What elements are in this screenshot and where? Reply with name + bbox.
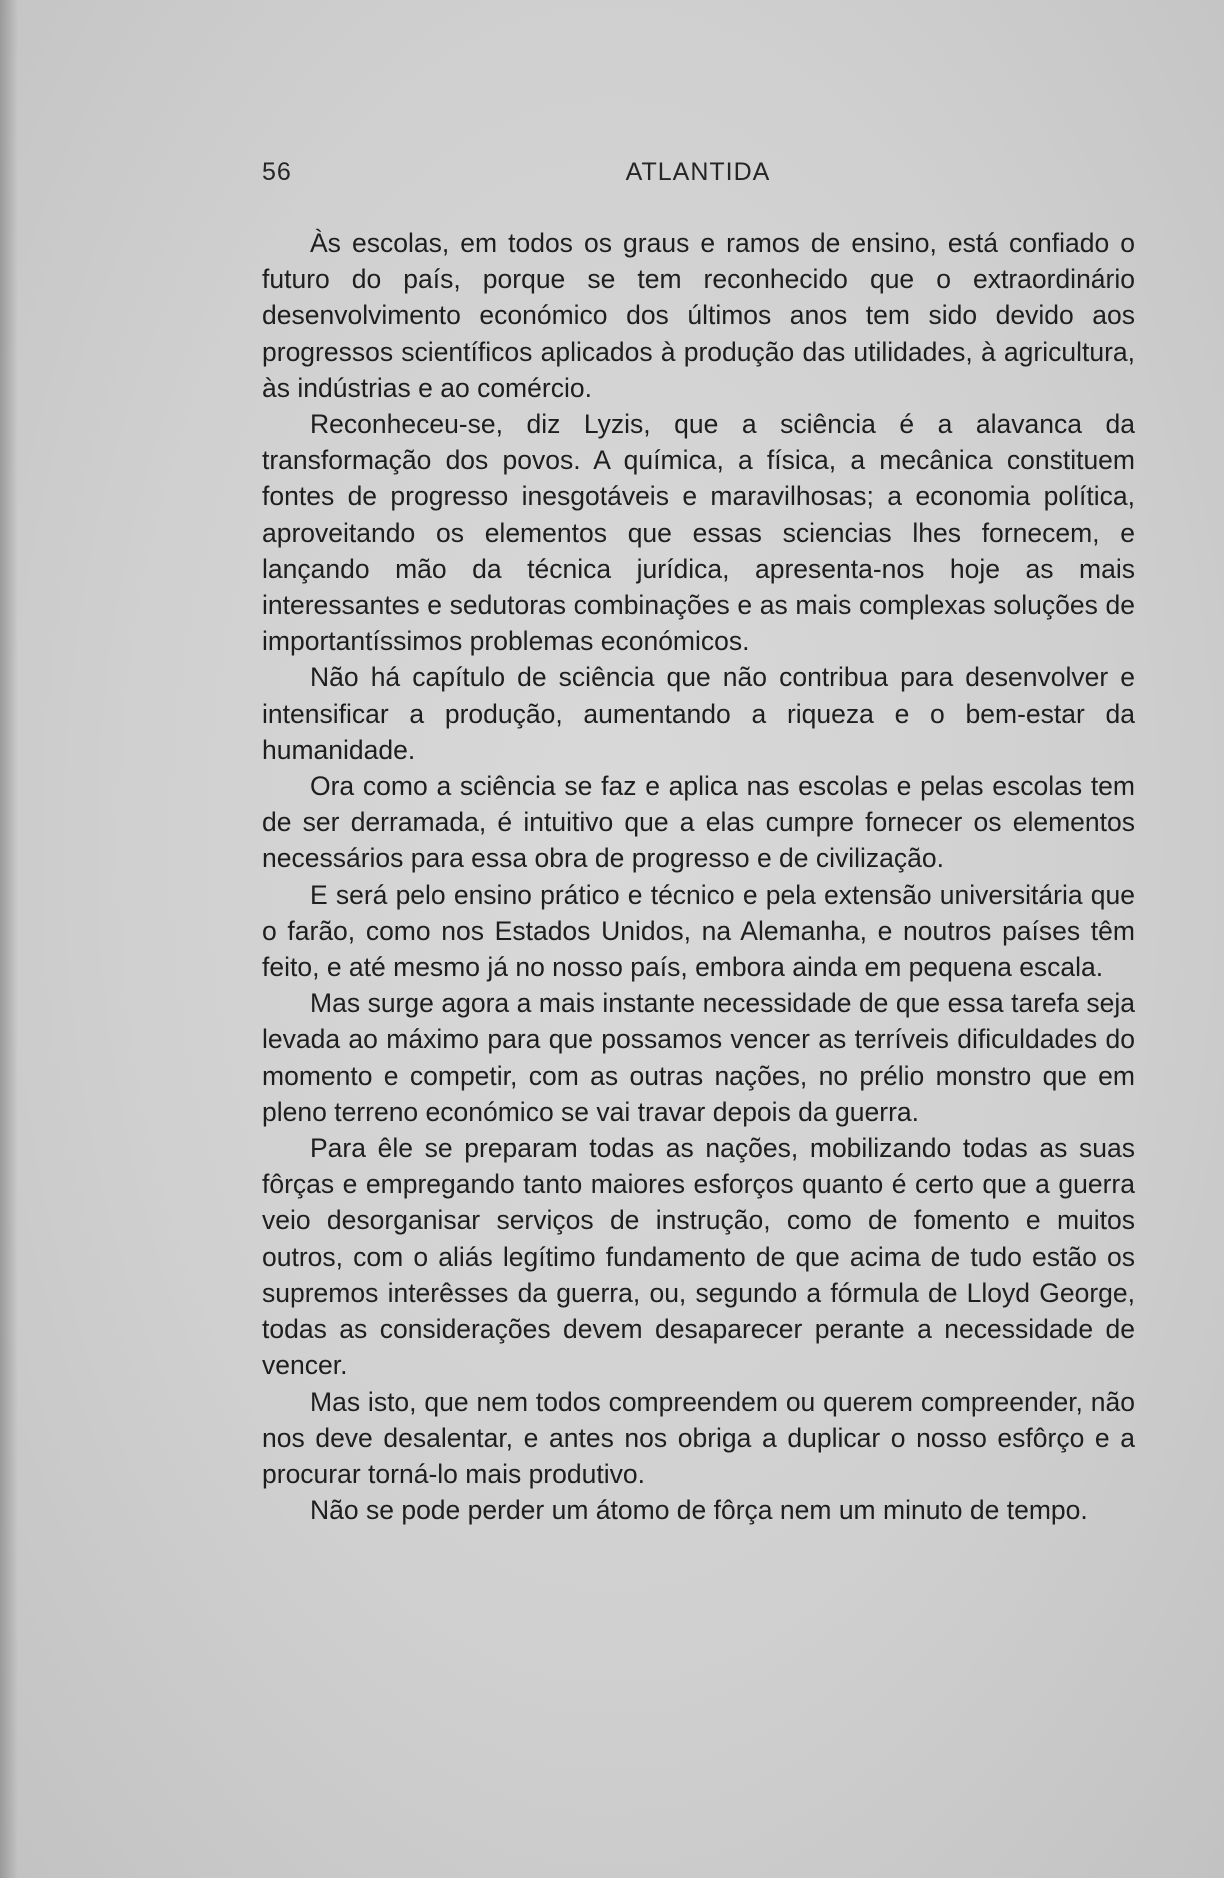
paragraph: Ora como a sciência se faz e aplica nas escolas e pelas escolas tem de ser derramada, é intuitivo que a elas cumpre fornecer os elementos necessários para essa obra de progresso e de civilização. [262,771,1135,874]
paragraph: E será pelo ensino prático e técnico e pela extensão universitária que o farão, como nos Estados Unidos, na Alemanha, e noutros países têm feito, e até mesmo já no nosso país, embora ainda em pequena escala. [262,879,1135,983]
paragraph: Mas surge agora a mais instante necessidade de que essa tarefa seja levada ao máximo para que possamos vencer as terríveis dificuldades do momento e competir, com as outras nações, no prélio monstro que em pleno terreno económico se vai travar depois da guerra. [262,988,1135,1127]
paragraph: Não se pode perder um átomo de fôrça nem um minuto de tempo. [310,1495,1088,1526]
paragraph: Reconheceu-se, diz Lyzis, que a sciência é a alavanca da transformação dos povos. A química, a física, a mecânica constituem fontes de progresso inesgotáveis e maravilhosas; a economia política, aproveitando os elementos que essas sciencias lhes fornecem, e lançando mão da técnica jurídica, apresenta-nos hoje as mais interessantes e sedutoras combinações e as mais complexas soluções de importantíssimos problemas económicos. [262,409,1135,657]
paragraph: Mas isto, que nem todos compreendem ou querem compreender, não nos deve desalentar, e antes nos obriga a duplicar o nosso esfôrço e a procurar torná-lo mais produtivo. [262,1386,1135,1489]
paragraph: Às escolas, em todos os graus e ramos de ensino, está confiado o futuro do país, porque se tem reconhecido que o extraordinário desenvolvimento económico dos últimos anos tem sido devido aos progressos scientíficos aplicados à produção das utilidades, à agricultura, às indústrias e ao comércio. [262,228,1135,403]
paragraph: Não há capítulo de sciência que não contribua para desenvolver e intensificar a produção, aumentando a riqueza e o bem-estar da humanidade. [262,662,1135,765]
running-title: ATLANTIDA [625,158,771,186]
body-text [262,225,1135,1528]
paragraph: Para êle se preparam todas as nações, mobilizando todas as suas fôrças e empregando tanto maiores esforços quanto é certo que a guerra veio desorganisar serviços de instrução, como de fomento e muitos outros, com o aliás legítimo fundamento de que acima de tudo estão os supremos interêsses da guerra, ou, segundo a fórmula de Lloyd George, todas as considerações devem desaparecer perante a necessidade de vencer. [262,1133,1135,1381]
page-number: 56 [262,158,292,186]
running-head [262,158,1134,192]
